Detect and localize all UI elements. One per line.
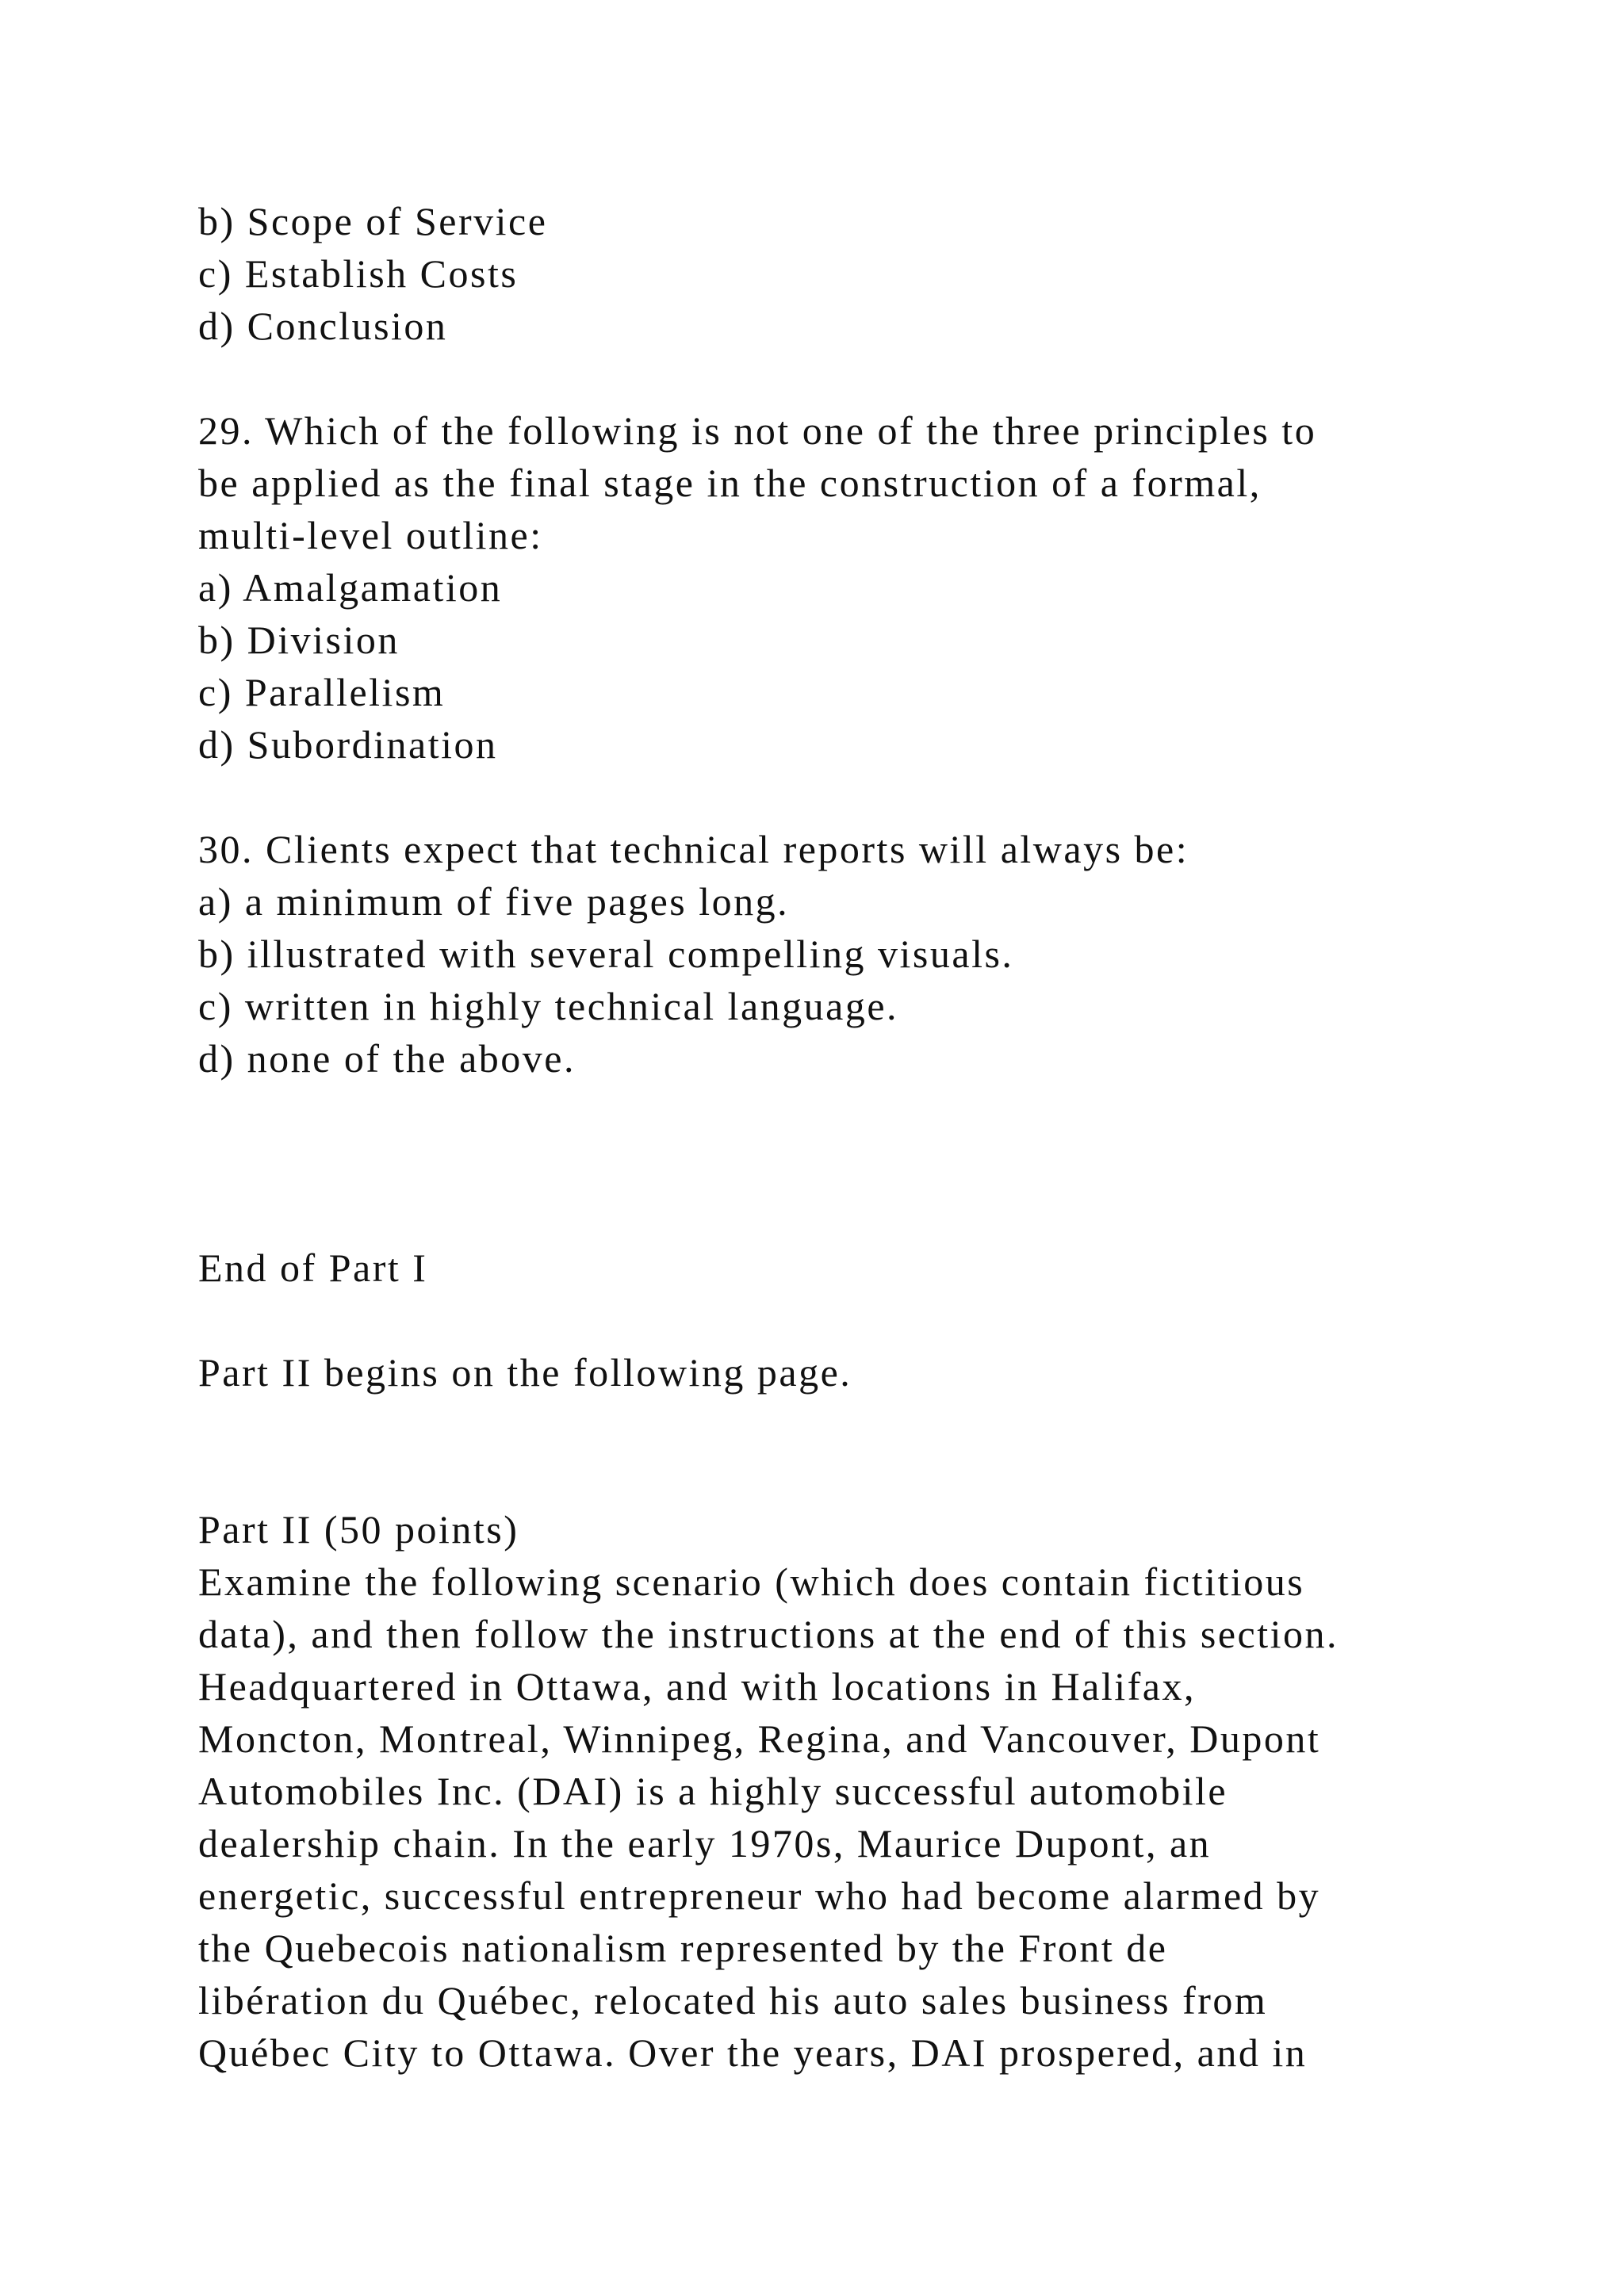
q29-question-line-3: multi-level outline: — [198, 513, 543, 557]
q28-option-d: d) Conclusion — [198, 304, 448, 348]
page-text — [198, 195, 1546, 2079]
part-two-body-line-9: libération du Québec, relocated his auto sales business from — [198, 1978, 1268, 2022]
part-two-body-line-1: Examine the following scenario (which does contain fictitious — [198, 1559, 1305, 1604]
q30-question: 30. Clients expect that technical reports will always be: — [198, 827, 1189, 871]
part-two-body-line-2: data), and then follow the instructions at the end of this section. — [198, 1612, 1339, 1656]
part-two-body-line-6: dealership chain. In the early 1970s, Maurice Dupont, an — [198, 1821, 1212, 1866]
q28-option-c: c) Establish Costs — [198, 251, 519, 296]
part-two-body-line-10: Québec City to Ottawa. Over the years, DAI prospered, and in — [198, 2030, 1308, 2075]
q29-question-line-1: 29. Which of the following is not one of the three principles to — [198, 408, 1317, 453]
part-two-body-line-3: Headquartered in Ottawa, and with locations in Halifax, — [198, 1664, 1196, 1709]
end-of-part-one: End of Part I — [198, 1246, 428, 1290]
part-two-body-line-4: Moncton, Montreal, Winnipeg, Regina, and Vancouver, Dupont — [198, 1716, 1321, 1761]
q30-option-c: c) written in highly technical language. — [198, 984, 899, 1028]
q29-option-d: d) Subordination — [198, 722, 498, 767]
q29-option-a: a) Amalgamation — [198, 565, 503, 610]
q29-option-b: b) Division — [198, 618, 400, 662]
q28-option-b: b) Scope of Service — [198, 199, 548, 243]
part-two-body-line-7: energetic, successful entrepreneur who had become alarmed by — [198, 1873, 1321, 1918]
part-two-body-line-8: the Quebecois nationalism represented by the Front de — [198, 1926, 1168, 1970]
q30-option-b: b) illustrated with several compelling visuals. — [198, 932, 1014, 976]
q30-option-d: d) none of the above. — [198, 1036, 576, 1081]
q29-option-c: c) Parallelism — [198, 670, 446, 714]
q29-question-line-2: be applied as the final stage in the construction of a formal, — [198, 461, 1262, 505]
part-two-body-line-5: Automobiles Inc. (DAI) is a highly successful automobile — [198, 1769, 1228, 1813]
part-two-notice: Part II begins on the following page. — [198, 1350, 852, 1395]
part-two-heading: Part II (50 points) — [198, 1507, 519, 1552]
q30-option-a: a) a minimum of five pages long. — [198, 879, 790, 924]
